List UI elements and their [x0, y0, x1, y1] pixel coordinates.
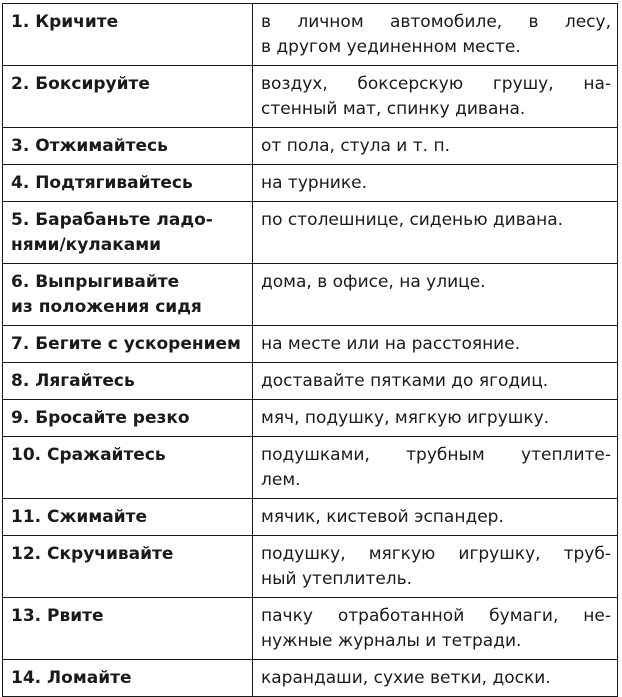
action-cell [3, 128, 253, 165]
action-cell [3, 598, 253, 660]
action-cell [3, 499, 253, 536]
action-text: 13. Рвите [11, 606, 104, 626]
target-text: нужные журналы и тетради. [261, 631, 522, 651]
table-row [3, 363, 618, 400]
target-cell [253, 400, 618, 437]
target-cell [253, 128, 618, 165]
action-cell [3, 660, 253, 697]
action-cell [3, 264, 253, 326]
target-cell [253, 4, 618, 66]
target-text: стенный мат, спинку дивана. [261, 99, 526, 119]
action-text: 3. Отжимайтесь [11, 136, 168, 156]
target-text: карандаши, сухие ветки, доски. [261, 668, 551, 688]
action-text: 6. Выпрыгивайте [11, 272, 180, 292]
target-text: в личном автомобиле, в лесу, [261, 12, 611, 32]
action-cell [3, 326, 253, 363]
exercise-table [2, 3, 618, 697]
table-row [3, 326, 618, 363]
table-row [3, 598, 618, 660]
action-cell [3, 66, 253, 128]
target-cell [253, 363, 618, 400]
action-cell [3, 437, 253, 499]
target-cell [253, 536, 618, 598]
action-text: 1. Кричите [11, 12, 119, 32]
target-cell [253, 165, 618, 202]
target-text: пачку отработанной бумаги, не- [261, 606, 611, 626]
target-text: на турнике. [261, 173, 367, 193]
action-text: нями/кулаками [11, 235, 162, 255]
target-text: воздух, боксерскую грушу, на- [261, 74, 611, 94]
action-text: 7. Бегите с ускорением [11, 334, 241, 354]
table-row [3, 499, 618, 536]
action-cell [3, 4, 253, 66]
target-text: лем. [261, 470, 301, 490]
target-cell [253, 660, 618, 697]
target-text: мяч, подушку, мягкую игрушку. [261, 408, 550, 428]
table-row [3, 437, 618, 499]
target-text: в другом уединенном месте. [261, 37, 521, 57]
table-row [3, 202, 618, 264]
action-text: 11. Сжимайте [11, 507, 147, 527]
table-row [3, 536, 618, 598]
target-text: ный утеплитель. [261, 569, 413, 589]
target-cell [253, 264, 618, 326]
target-cell [253, 202, 618, 264]
target-text: на месте или на расстояние. [261, 334, 521, 354]
target-text: подушками, трубным утеплите- [261, 445, 611, 465]
action-text: 4. Подтягивайтесь [11, 173, 193, 193]
target-text: доставайте пятками до ягодиц. [261, 371, 549, 391]
target-cell [253, 66, 618, 128]
action-text: 14. Ломайте [11, 668, 132, 688]
target-cell [253, 326, 618, 363]
action-cell [3, 165, 253, 202]
table-row [3, 4, 618, 66]
table-row [3, 128, 618, 165]
table-row [3, 165, 618, 202]
target-text: по столешнице, сиденью дивана. [261, 210, 564, 230]
table-row [3, 66, 618, 128]
action-text: 10. Сражайтесь [11, 445, 166, 465]
target-text: мячик, кистевой эспандер. [261, 507, 504, 527]
target-cell [253, 437, 618, 499]
table-row [3, 264, 618, 326]
action-text: 12. Скручивайте [11, 544, 174, 564]
action-text: 8. Лягайтесь [11, 371, 135, 391]
action-text: 5. Барабаньте ладо- [11, 210, 213, 230]
action-cell [3, 536, 253, 598]
target-text: дома, в офисе, на улице. [261, 272, 486, 292]
target-cell [253, 598, 618, 660]
table-row [3, 660, 618, 697]
action-text: 9. Бросайте резко [11, 408, 190, 428]
table-row [3, 400, 618, 437]
action-cell [3, 363, 253, 400]
action-cell [3, 400, 253, 437]
table-body [3, 4, 618, 697]
target-text: подушку, мягкую игрушку, труб- [261, 544, 611, 564]
action-text: 2. Боксируйте [11, 74, 150, 94]
target-text: от пола, стула и т. п. [261, 136, 450, 156]
action-cell [3, 202, 253, 264]
action-text: из положения сидя [11, 297, 202, 317]
target-cell [253, 499, 618, 536]
